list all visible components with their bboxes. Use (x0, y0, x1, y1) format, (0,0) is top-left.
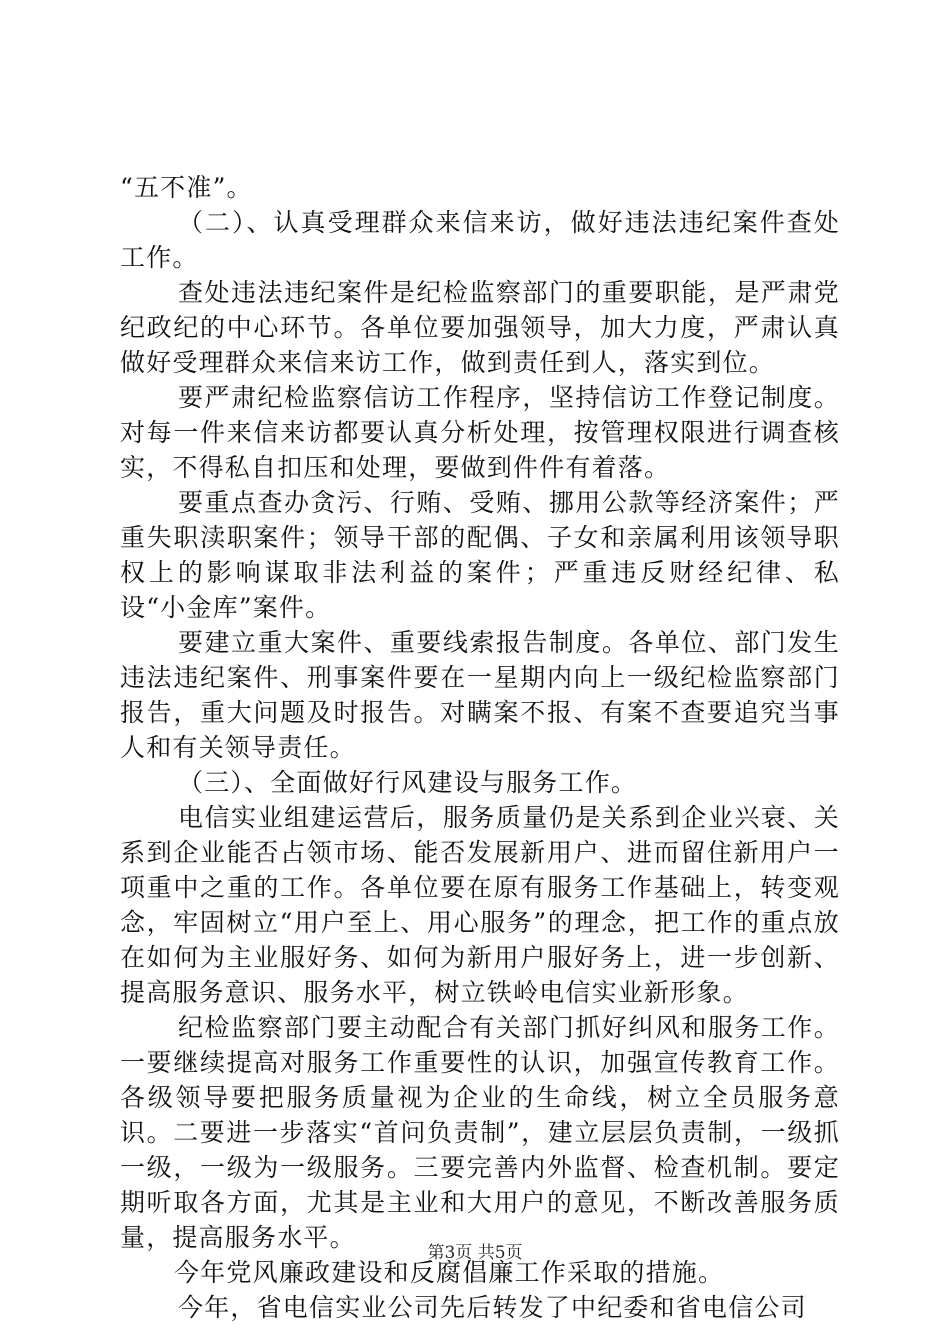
paragraph-8: 电信实业组建运营后，服务质量仍是关系到企业兴衰、关系到企业能否占领市场、能否发展新用户、进而留住新用户一项重中之重的工作。各单位要在原有服务工作基础上，转变观念，牢固树立“用户至上、用心服务”的理念，把工作的重点放在如何为主业服好务、如何为新用户服好务上，进一步创新、提高服务意识、服务水平，树立铁岭电信实业新形象。 (120, 803, 840, 1007)
paragraph-5: 要重点查办贪污、行贿、受贿、挪用公款等经济案件；严重失职渎职案件；领导干部的配偶、子女和亲属利用该领导职权上的影响谋取非法利益的案件；严重违反财经纪律、私设“小金库”案件。 (120, 488, 840, 622)
paragraph-10: 今年党风廉政建设和反腐倡廉工作采取的措施。 (174, 1258, 725, 1287)
paragraph-4: 要严肃纪检监察信访工作程序，坚持信访工作登记制度。对每一件来信来访都要认真分析处理，按管理权限进行调查核实，不得私自扣压和处理，要做到件件有着落。 (120, 383, 840, 482)
document-body (120, 170, 840, 1325)
section-heading-3: （三）、全面做好行风建设与服务工作。 (178, 768, 638, 797)
page-number-footer: 第3页 共5页 (427, 1243, 523, 1263)
paragraph-11: 今年，省电信实业公司先后转发了中纪委和省电信公司 (178, 1293, 807, 1322)
section-heading-2: （二）、认真受理群众来信来访，做好违法违纪案件查处工作。 (120, 208, 840, 272)
paragraph-6: 要建立重大案件、重要线索报告制度。各单位、部门发生违法违纪案件、刑事案件要在一星期内向上一级纪检监察部门报告，重大问题及时报告。对瞒案不报、有案不查要追究当事人和有关领导责任。 (120, 628, 840, 762)
paragraph-1: “五不准”。 (120, 173, 253, 202)
paragraph-3: 查处违法违纪案件是纪检监察部门的重要职能，是严肃党纪政纪的中心环节。各单位要加强领导，加大力度，严肃认真做好受理群众来信来访工作，做到责任到人，落实到位。 (120, 278, 840, 377)
paragraph-9: 纪检监察部门要主动配合有关部门抓好纠风和服务工作。一要继续提高对服务工作重要性的认识，加强宣传教育工作。各级领导要把服务质量视为企业的生命线，树立全员服务意识。二要进一步落实“首问负责制”，建立层层负责制，一级抓一级，一级为一级服务。三要完善内外监督、检查机制。要定期听取各方面，尤其是主业和大用户的意见，不断改善服务质量，提高服务水平。 (120, 1013, 840, 1252)
